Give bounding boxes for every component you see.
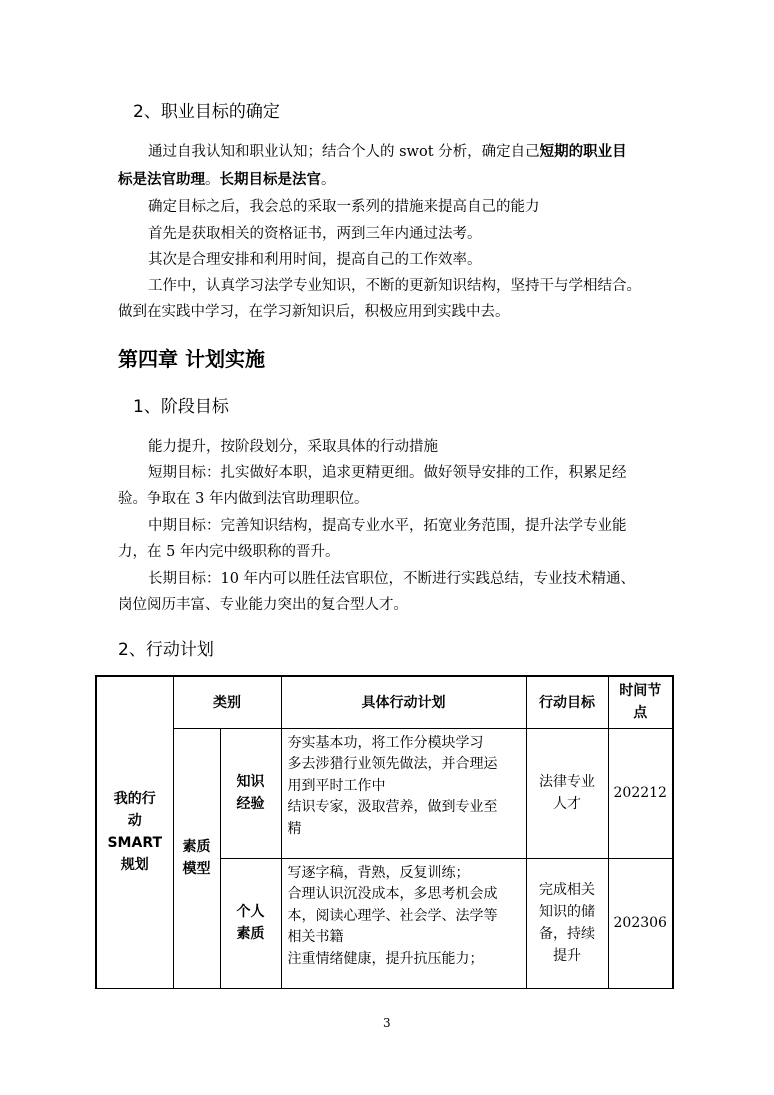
section-heading-career-goal: 2、职业目标的确定	[133, 102, 280, 122]
table-row	[96, 728, 673, 858]
plan-line: 多去涉猎行业领先做法，并合理运	[287, 756, 498, 772]
page-number: 3	[383, 1016, 391, 1030]
sub-label-line: 个人	[236, 904, 265, 920]
goal-line: 提升	[553, 948, 581, 964]
paragraph-mid-term-line2: 力，在 5 年内完中级职称的晋升。	[118, 544, 340, 560]
plan-line: 用到平时工作中	[287, 777, 386, 794]
header-plan: 具体行动计划	[281, 676, 526, 728]
header-category: 类别	[173, 676, 281, 728]
goal-line: 法律专业	[539, 774, 595, 790]
bold-text-long-goal: 长期目标是法官	[219, 172, 321, 188]
paragraph-time-management: 其次是合理安排和利用时间，提高自己的工作效率。	[148, 252, 482, 268]
plan-line: 写逐字稿，背熟，反复训练；	[287, 864, 470, 881]
goal-line: 完成相关	[539, 882, 595, 898]
paragraph-mid-term-line1: 中期目标：完善知识结构，提高专业水平，拓宽业务范围，提升法学专业能	[148, 518, 627, 534]
row-label-line: 规划	[120, 857, 149, 874]
plan-line: 合理认识沉没成本，多思考机会成	[287, 886, 498, 902]
section-heading-stage-goals: 1、阶段目标	[133, 397, 229, 417]
paragraph-career-goal-line2	[118, 166, 336, 195]
sub-label-line: 知识	[236, 774, 265, 790]
header-time-line: 时间节	[619, 683, 662, 700]
header-goal: 行动目标	[526, 676, 608, 728]
paragraph-short-term-line2: 验。争取在 3 年内做到法官助理职位。	[118, 491, 369, 507]
bold-text-short-goal: 短期的职业目	[539, 144, 627, 160]
row-label-line: 动	[127, 813, 142, 830]
goal-cell	[526, 858, 608, 988]
sub-label-cell	[220, 728, 281, 858]
paragraph-short-term-line1: 短期目标：扎实做好本职，追求更精更细。做好领导安排的工作，积累足经	[148, 465, 627, 481]
paragraph-work-study-line1: 工作中，认真学习法学专业知识，不断的更新知识结构，坚持干与学相结合。	[148, 278, 641, 294]
sub-label-line: 经验	[236, 796, 265, 812]
header-time-line: 点	[633, 705, 648, 722]
section-heading-action-plan: 2、行动计划	[118, 640, 214, 660]
chapter-title: 第四章 计划实施	[118, 347, 265, 371]
goal-cell	[526, 728, 608, 858]
group-label-line: 素质	[182, 839, 211, 855]
goal-line: 人才	[553, 796, 581, 812]
paragraph-long-term-line2: 岗位阅历丰富、专业能力突出的复合型人才。	[118, 597, 408, 613]
text-run: 。	[321, 172, 336, 188]
group-label-line: 模型	[182, 861, 211, 877]
paragraph-measures: 确定目标之后，我会总的采取一系列的措施来提高自己的能力	[148, 199, 540, 215]
plan-line: 相关书籍	[287, 929, 344, 945]
plan-line: 结识专家，汲取营养，做到专业至	[287, 799, 498, 815]
plan-cell	[281, 728, 526, 858]
bold-text-judge-assistant: 标是法官助理	[118, 172, 205, 188]
plan-line: 注重情绪健康，提升抗压能力；	[287, 950, 484, 967]
paragraph-stage-intro: 能力提升，按阶段划分，采取具体的行动措施	[148, 439, 438, 455]
header-time	[608, 676, 673, 728]
goal-line: 知识的储	[539, 904, 595, 920]
goal-line: 备，持续	[539, 926, 595, 942]
plan-line: 精	[287, 820, 302, 837]
plan-cell	[281, 858, 526, 988]
action-plan-table	[95, 675, 674, 989]
row-label-cell	[96, 676, 173, 988]
text-run: 。	[205, 172, 220, 188]
sub-label-cell	[220, 858, 281, 988]
table-header-row	[96, 676, 673, 728]
group-label-cell	[173, 728, 220, 988]
paragraph-certificates: 首先是获取相关的资格证书，两到三年内通过法考。	[148, 226, 482, 242]
text-run: 通过自我认知和职业认知；结合个人的 swot 分析，确定自己	[148, 144, 540, 160]
paragraph-career-goal-line1	[148, 138, 627, 167]
row-label-line: 我的行	[113, 791, 156, 808]
plan-line: 夯实基本功，将工作分模块学习	[287, 734, 484, 751]
time-cell: 202212	[608, 728, 673, 858]
paragraph-work-study-line2: 做到在实践中学习，在学习新知识后，积极应用到实践中去。	[118, 304, 510, 320]
row-label-line: SMART	[107, 835, 163, 852]
paragraph-long-term-line1: 长期目标：10 年内可以胜任法官职位，不断进行实践总结，专业技术精通、	[148, 571, 636, 587]
sub-label-line: 素质	[236, 926, 265, 942]
time-cell: 202306	[608, 858, 673, 988]
plan-line: 本，阅读心理学、社会学、法学等	[287, 907, 498, 924]
